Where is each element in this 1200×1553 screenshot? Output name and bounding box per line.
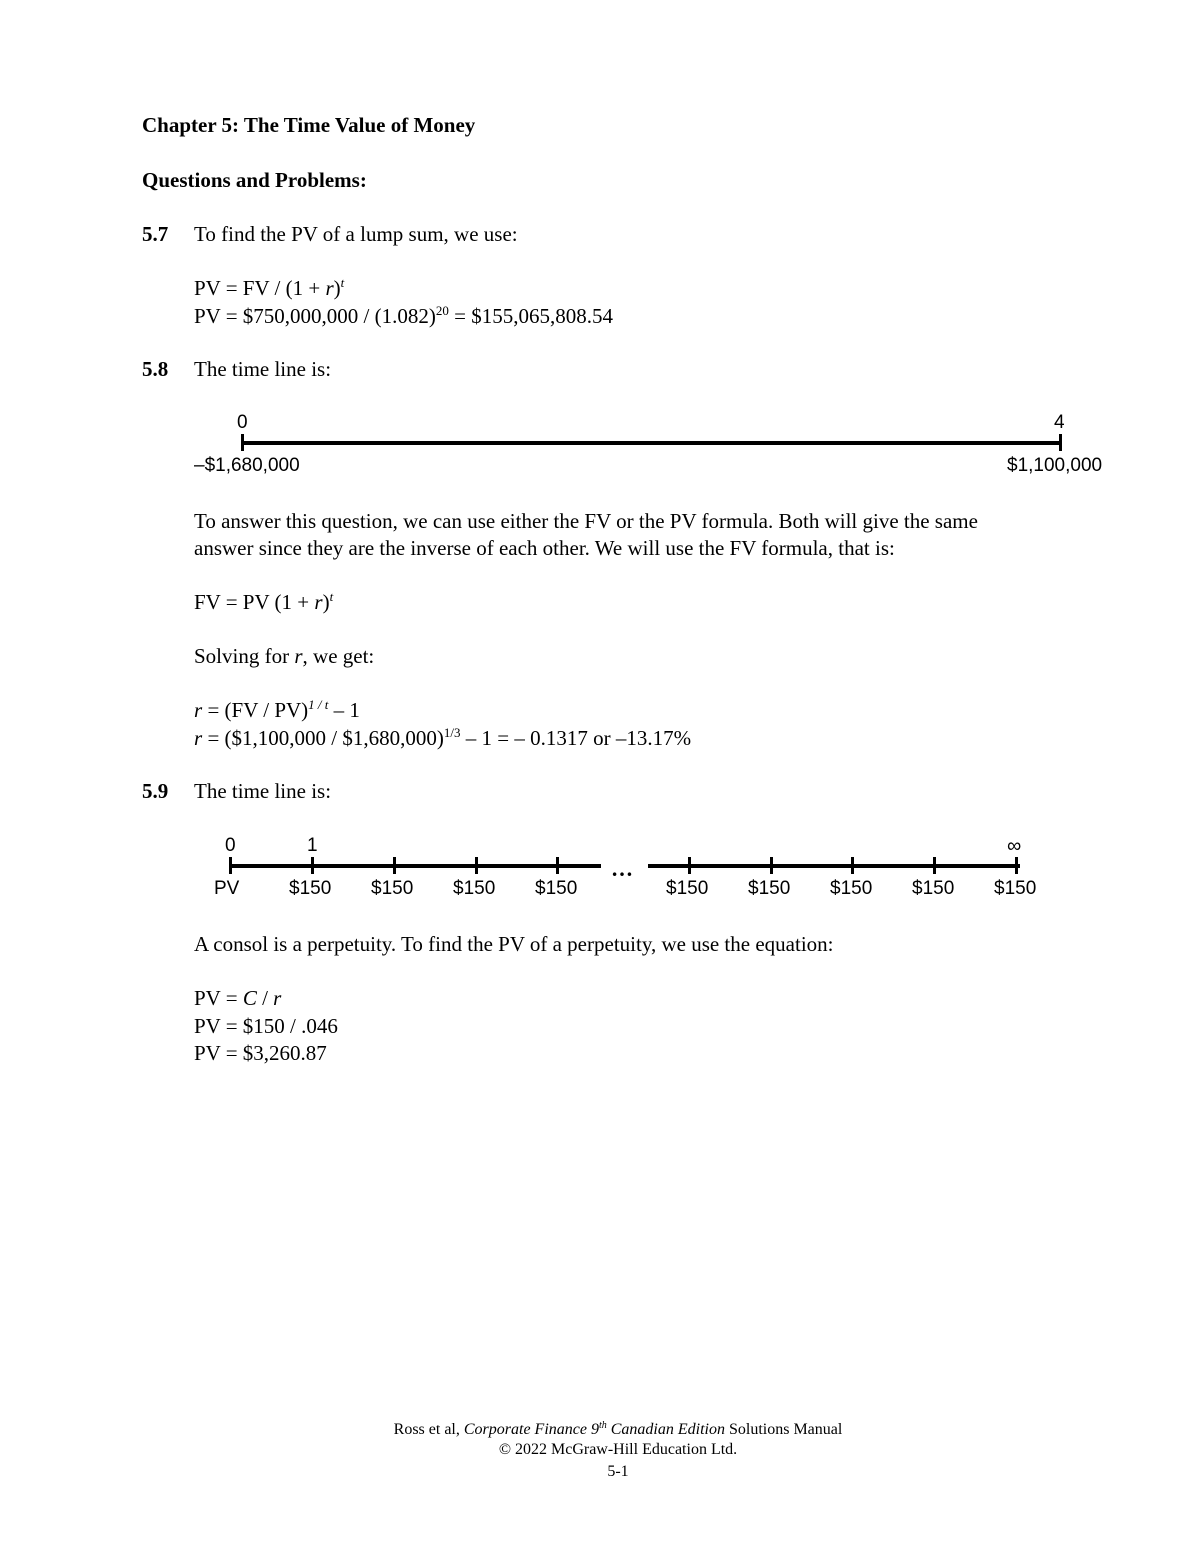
- timeline-5-9-payment: $150: [289, 878, 332, 899]
- timeline-5-8-start-value: –$1,680,000: [194, 455, 300, 476]
- chapter-title: Chapter 5: The Time Value of Money: [142, 113, 476, 137]
- section-title: Questions and Problems:: [142, 168, 367, 192]
- page-number: 5-1: [607, 1463, 629, 1480]
- timeline-5-9-period-infinity: ∞: [1007, 835, 1022, 857]
- paragraph-5-9: A consol is a perpetuity. To find the PV of a perpetuity, we use the equation:: [194, 932, 834, 956]
- problem-5-9-intro: The time line is:: [194, 779, 332, 803]
- paragraph-5-8-line2: answer since they are the inverse of each other. We will use the FV formula, that is:: [194, 536, 895, 560]
- timeline-5-9-payment: $150: [994, 878, 1037, 899]
- timeline-5-9-period-0: 0: [225, 835, 236, 856]
- formula-r-computation: r = ($1,100,000 / $1,680,000)$^{1/3}$ – 1 = – 0.1317 or –13.17%: [194, 725, 692, 750]
- timeline-5-8-tick-end: [1059, 434, 1062, 451]
- timeline-5-8-line: [242, 441, 1062, 445]
- timeline-5-8-end-value: $1,100,000: [1007, 455, 1103, 476]
- timeline-5-9-payment: $150: [371, 878, 414, 899]
- timeline-5-9-pv-label: PV: [214, 878, 240, 899]
- timeline-5-9-tick: [475, 857, 478, 874]
- timeline-5-8-start-period: 0: [237, 412, 248, 433]
- footer-citation: Ross et al, Corporate Finance 9th Canadian Edition Solutions Manual: [393, 1420, 843, 1438]
- timeline-5-9-tick: [229, 857, 232, 874]
- timeline-5-9-payment: $150: [912, 878, 955, 899]
- paragraph-5-8-line1: To answer this question, we can use either the FV or the PV formula. Both will give the same: [194, 509, 978, 533]
- timeline-5-9-tick: [393, 857, 396, 874]
- timeline-5-8-tick-start: [241, 434, 244, 451]
- formula-r: r = (FV / PV)$^{1 / t}$ – 1: [194, 697, 360, 722]
- timeline-5-9-tick: [851, 857, 854, 874]
- timeline-5-9-line-left: [230, 864, 601, 868]
- solving-for-r: Solving for r, we get:: [194, 644, 375, 668]
- timeline-5-9-tick: [933, 857, 936, 874]
- formula-fv: FV = PV $(1 + r)^t$: [194, 589, 334, 614]
- timeline-5-9-tick: [1015, 857, 1018, 874]
- timeline-5-9-period-1: 1: [307, 835, 318, 856]
- timeline-5-9-payment: $150: [748, 878, 791, 899]
- timeline-5-9-tick: [688, 857, 691, 874]
- timeline-5-9-ellipsis: …: [611, 856, 633, 881]
- timeline-5-8-end-period: 4: [1054, 412, 1065, 433]
- formula-pv-perpetuity-result: PV = $3,260.87: [194, 1041, 327, 1065]
- timeline-5-9-tick: [770, 857, 773, 874]
- formula-pv-lump-sum: PV = FV / $(1 + r)^t$: [194, 275, 345, 300]
- problem-number-5-8: 5.8: [142, 357, 169, 381]
- problem-number-5-9: 5.9: [142, 779, 169, 803]
- problem-5-7-intro: To find the PV of a lump sum, we use:: [194, 222, 518, 246]
- formula-pv-computation: PV = $750,000,000 / $(1.082)^{20}$ = $155,065,808.54: [194, 303, 613, 328]
- formula-pv-perpetuity: PV = C / r: [194, 986, 282, 1010]
- timeline-5-9-payment: $150: [830, 878, 873, 899]
- formula-pv-perpetuity-values: PV = $150 / .046: [194, 1014, 338, 1038]
- timeline-5-9-tick: [311, 857, 314, 874]
- timeline-5-9-payment: $150: [535, 878, 578, 899]
- timeline-5-9-line-right: [648, 864, 1020, 868]
- problem-number-5-7: 5.7: [142, 222, 169, 246]
- footer-copyright: © 2022 McGraw-Hill Education Ltd.: [498, 1441, 738, 1458]
- timeline-5-9-payment: $150: [666, 878, 709, 899]
- timeline-5-9-tick: [556, 857, 559, 874]
- timeline-5-9-payment: $150: [453, 878, 496, 899]
- problem-5-8-intro: The time line is:: [194, 357, 332, 381]
